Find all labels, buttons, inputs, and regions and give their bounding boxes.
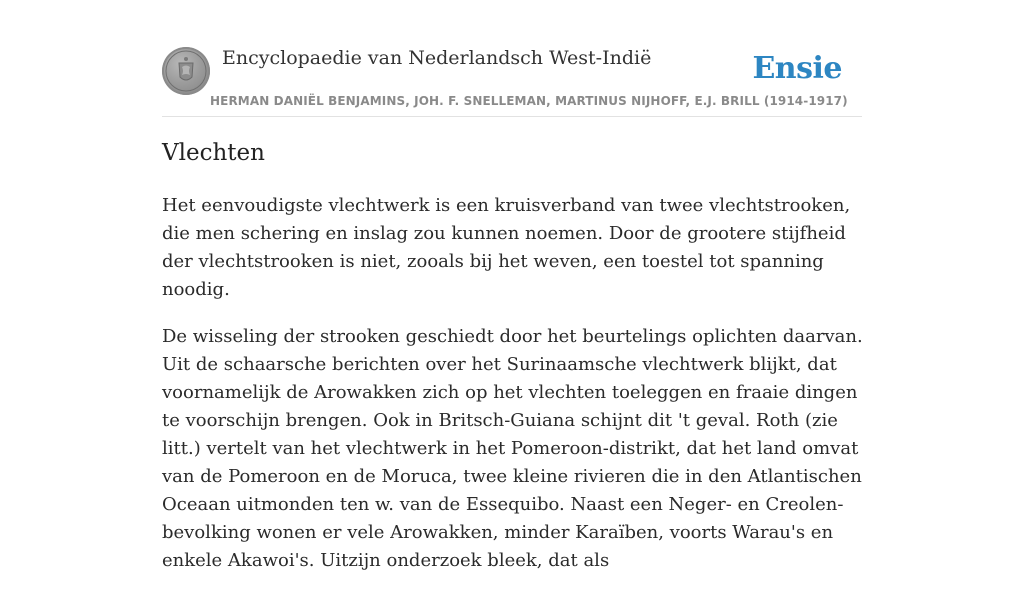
coin-seal-graphic (162, 47, 210, 95)
publication-authors: HERMAN DANIËL BENJAMINS, JOH. F. SNELLEMAN, MARTINUS NIJHOFF, E.J. BRILL (1914-1917) (210, 94, 848, 108)
publication-header (162, 40, 862, 117)
brand-logo[interactable]: Ensie (752, 51, 842, 86)
article-paragraph: De wisseling der strooken geschiedt door het beurtelings oplichten daarvan. Uit de schaarsche berichten over het Surinaamsche vlechtwerk blijkt, dat voornamelijk de Arowakken zich op het vlechten toeleggen en fraaie dingen te voorschijn brengen. Ook in Britsch-Guiana schijnt dit 't geval. Roth (zie litt.) vertelt van het vlechtwerk in het Pomeroon-distrikt, dat het land omvat van de Pomeroon en de Moruca, twee kleine rivieren die in den Atlantischen Oceaan uitmonden ten w. van de Essequibo. Naast een Neger- en Creolen-bevolking wonen er vele Arowakken, minder Karaïben, voorts Warau's en enkele Akawoi's. Uitzijn onderzoek bleek, dat als (162, 326, 863, 571)
article-title: Vlechten (162, 140, 265, 166)
publication-title[interactable]: Encyclopaedie van Nederlandsch West-Indië (222, 47, 652, 69)
coin-seal-icon[interactable] (162, 47, 210, 95)
article-body (162, 192, 864, 594)
article-paragraph: Het eenvoudigste vlechtwerk is een kruisverband van twee vlechtstrooken, die men schering en inslag zou kunnen noemen. Door de grootere stijfheid der vlechtstrooken is niet, zooals bij het weven, een toestel tot spanning noodig. (162, 195, 851, 300)
